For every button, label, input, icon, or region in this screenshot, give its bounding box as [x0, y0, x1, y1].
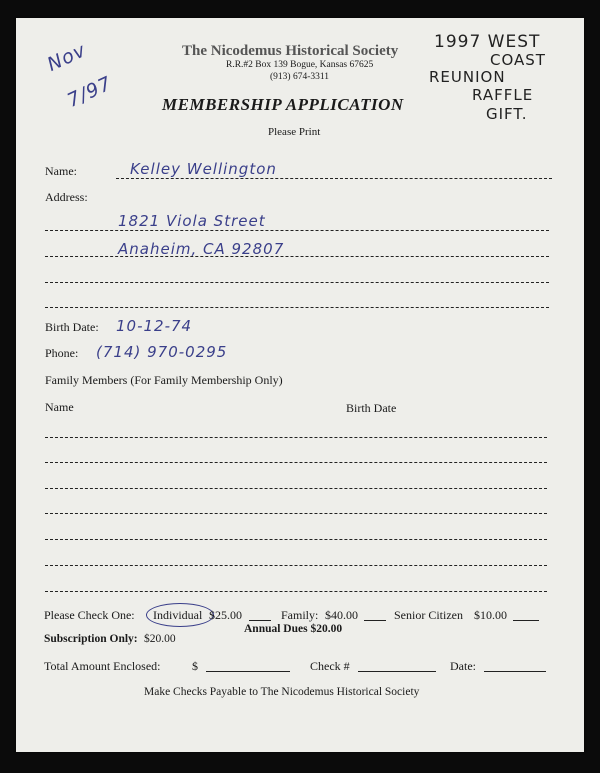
senior-option[interactable]: Senior Citizen: [394, 608, 463, 622]
name-line: [116, 178, 552, 179]
address-line-2: [45, 256, 549, 257]
family-line-4: [45, 513, 547, 514]
family-line-3: [45, 488, 547, 489]
check-number-blank[interactable]: [358, 671, 436, 672]
date-note: [44, 39, 90, 76]
subscription-label: Subscription Only:: [44, 633, 138, 645]
name-value[interactable]: Kelley Wellington: [130, 160, 277, 178]
dollar-sign: $: [192, 659, 198, 673]
phone-label: Phone:: [45, 346, 79, 360]
address-line-4: [45, 307, 549, 308]
family-option[interactable]: Family:: [281, 608, 319, 622]
date-note-line1: Nov: [44, 39, 90, 76]
senior-price: $10.00: [474, 608, 507, 622]
family-birth-col: Birth Date: [346, 401, 397, 415]
total-blank[interactable]: [206, 671, 290, 672]
family-line-5: [45, 539, 547, 540]
org-name: The Nicodemus Historical Society: [182, 43, 399, 59]
corner-note-1: 1997 WEST: [434, 32, 541, 52]
birth-date-label: Birth Date:: [45, 320, 99, 334]
family-line-7: [45, 591, 547, 592]
org-phone: (913) 674-3311: [270, 72, 330, 82]
family-name-col: Name: [45, 400, 74, 414]
date-label: Date:: [450, 659, 476, 673]
senior-blank: [513, 620, 539, 621]
annual-dues: Annual Dues $20.00: [244, 623, 343, 635]
check-number-label: Check #: [310, 659, 350, 673]
address-line2-value[interactable]: Anaheim, CA 92807: [118, 240, 285, 258]
payable-note: Make Checks Payable to The Nicodemus Historical Society: [144, 686, 420, 698]
family-price: $40.00: [325, 608, 358, 622]
form-subtitle: Please Print: [268, 126, 321, 138]
phone-value[interactable]: (714) 970-0295: [96, 343, 228, 361]
individual-blank: [249, 620, 271, 621]
date-note-line2: 7/97: [64, 72, 116, 112]
org-address: R.R.#2 Box 139 Bogue, Kansas 67625: [226, 60, 374, 70]
address-line-3: [45, 282, 549, 283]
corner-note-5: GIFT.: [486, 105, 528, 123]
individual-option[interactable]: Individual: [153, 608, 203, 622]
family-blank: [364, 620, 386, 621]
family-line-2: [45, 462, 547, 463]
address-line1-value[interactable]: 1821 Viola Street: [118, 212, 266, 230]
address-label: Address:: [45, 190, 88, 204]
corner-note-3: REUNION: [429, 68, 506, 86]
family-line-6: [45, 565, 547, 566]
form-title: MEMBERSHIP APPLICATION: [162, 95, 404, 114]
name-label: Name:: [45, 164, 77, 178]
subscription-price: $20.00: [144, 633, 176, 645]
date-note-2: [64, 72, 116, 112]
individual-price: $25.00: [209, 608, 242, 622]
family-line-1: [45, 437, 547, 438]
family-heading: Family Members (For Family Membership Only): [45, 373, 283, 387]
total-label: Total Amount Enclosed:: [44, 659, 161, 673]
corner-note-2: COAST: [490, 51, 546, 69]
date-blank[interactable]: [484, 671, 546, 672]
birth-date-value[interactable]: 10-12-74: [116, 317, 193, 335]
check-one-label: Please Check One:: [44, 608, 135, 622]
corner-note-4: RAFFLE: [472, 86, 534, 104]
application-form: [16, 18, 584, 752]
address-line-1: [45, 230, 549, 231]
